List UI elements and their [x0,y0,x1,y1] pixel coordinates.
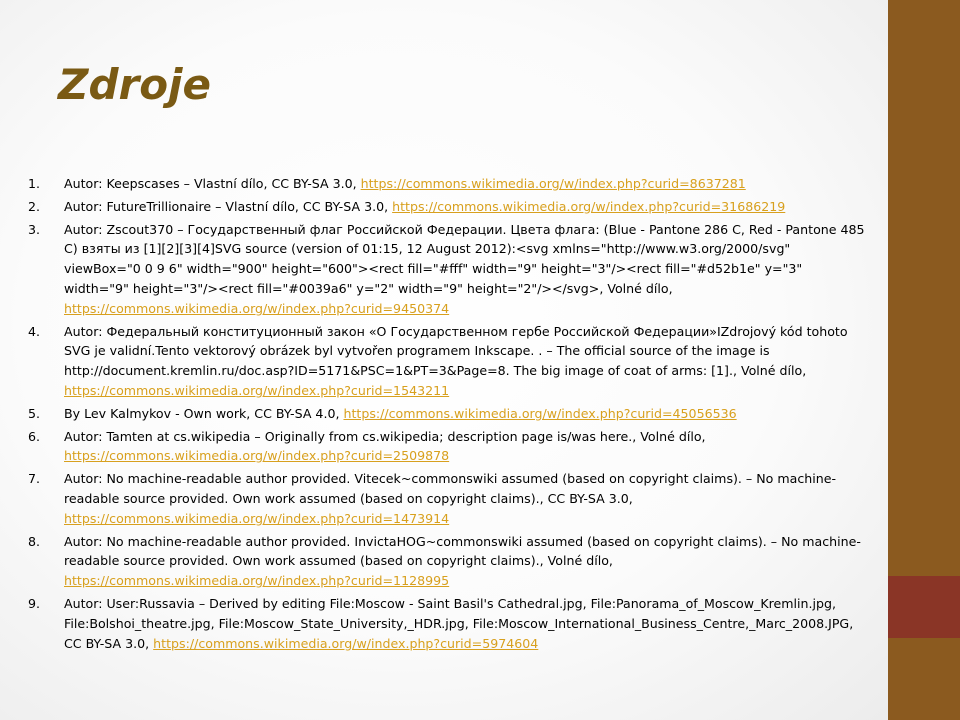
reference-item [24,532,866,591]
reference-text: By Lev Kalmykov - Own work, CC BY-SA 4.0, [64,405,344,421]
reference-link[interactable]: https://commons.wikimedia.org/w/index.php?curid=8637281 [360,176,746,191]
reference-number: 9. [28,595,41,611]
reference-link[interactable]: https://commons.wikimedia.org/w/index.php?curid=5974604 [153,635,539,651]
reference-text: Autor: User:Russavia – Derived by editing File:Moscow - Saint Basil's Cathedral.jpg, File:Panorama_of_Moscow_Kremlin.jpg, File:Bolshoi_theatre.jpg, File:Moscow_State_University,_HDR.jpg, File:Moscow_International_Business_Centre,_Marc_2008.JPG, CC BY-SA 3.0, [64,595,854,651]
reference-item [24,197,866,217]
reference-number: 6. [28,428,41,444]
reference-item [24,594,866,653]
reference-item [24,427,866,467]
reference-link[interactable]: https://commons.wikimedia.org/w/index.php?curid=45056536 [343,405,737,421]
reference-item [24,469,866,528]
reference-link[interactable]: https://commons.wikimedia.org/w/index.php?curid=9450374 [64,300,450,316]
reference-link[interactable]: https://commons.wikimedia.org/w/index.php?curid=31686219 [392,198,786,214]
reference-item [24,404,866,424]
reference-link[interactable]: https://commons.wikimedia.org/w/index.php?curid=2509878 [64,448,450,464]
reference-text: Autor: FutureTrillionaire – Vlastní dílo, CC BY-SA 3.0, [64,198,393,214]
right-band-middle [888,576,960,638]
reference-link[interactable]: https://commons.wikimedia.org/w/index.php?curid=1128995 [64,573,450,589]
reference-text: Autor: No machine-readable author provided. InvictaHOG~commonswiki assumed (based on copyright claims). – No machine-readable source provided. Own work assumed (based on copyright claims)., Volné dílo, [64,533,861,569]
reference-text: Autor: Tamten at cs.wikipedia – Originally from cs.wikipedia; description page is/was here., Volné dílo, [64,428,706,444]
slide-title: Zdroje [58,60,211,109]
right-band-top [888,0,960,576]
reference-number: 5. [28,405,41,421]
reference-number: 3. [28,221,41,237]
reference-number: 4. [28,323,41,339]
reference-text: Autor: Keepscases – Vlastní dílo, CC BY-SA 3.0, [64,176,361,191]
reference-text: Autor: Zscout370 – Государственный флаг Российской Федерации. Цвета флага: (Blue - Pantone 286 C, Red - Pantone 485 C) взяты из [1][2][3][4]SVG source (version of 01:15, 12 August 2012):<svg xmlns="http://www.w3.org/2000/svg" viewBox="0 0 9 6" width="900" height="600"><rect fill="#fff" width="9" height="3"/><rect fill="#d52b1e" y="3" width="9" height="3"/><rect fill="#0039a6" y="2" width="9" height="2"/></svg>, Volné dílo, [64,221,865,296]
reference-number: 1. [28,176,41,191]
reference-item [24,174,866,194]
right-band-bottom [888,638,960,720]
reference-list [24,174,866,656]
reference-number: 8. [28,533,41,549]
reference-link[interactable]: https://commons.wikimedia.org/w/index.php?curid=1543211 [64,382,450,398]
reference-text: Autor: No machine-readable author provided. Vitecek~commonswiki assumed (based on copyright claims). – No machine-readable source provided. Own work assumed (based on copyright claims)., CC BY-SA 3.0, [64,471,837,506]
reference-number: 7. [28,471,41,487]
reference-item [24,322,866,401]
reference-text: Autor: Федеральный конституционный закон «О Государственном гербе Российской Федерации»IZdrojový kód tohoto SVG je validní.Tento vektorový obrázek byl vytvořen programem Inkscape. . – The official source of the image is http://document.kremlin.ru/doc.asp?ID=5171&PSC=1&PT=3&Page=8. The big image of coat of arms: [1]., Volné dílo, [64,323,848,379]
reference-link[interactable]: https://commons.wikimedia.org/w/index.php?curid=1473914 [64,510,450,526]
reference-number: 2. [28,198,41,214]
reference-item [24,220,866,319]
